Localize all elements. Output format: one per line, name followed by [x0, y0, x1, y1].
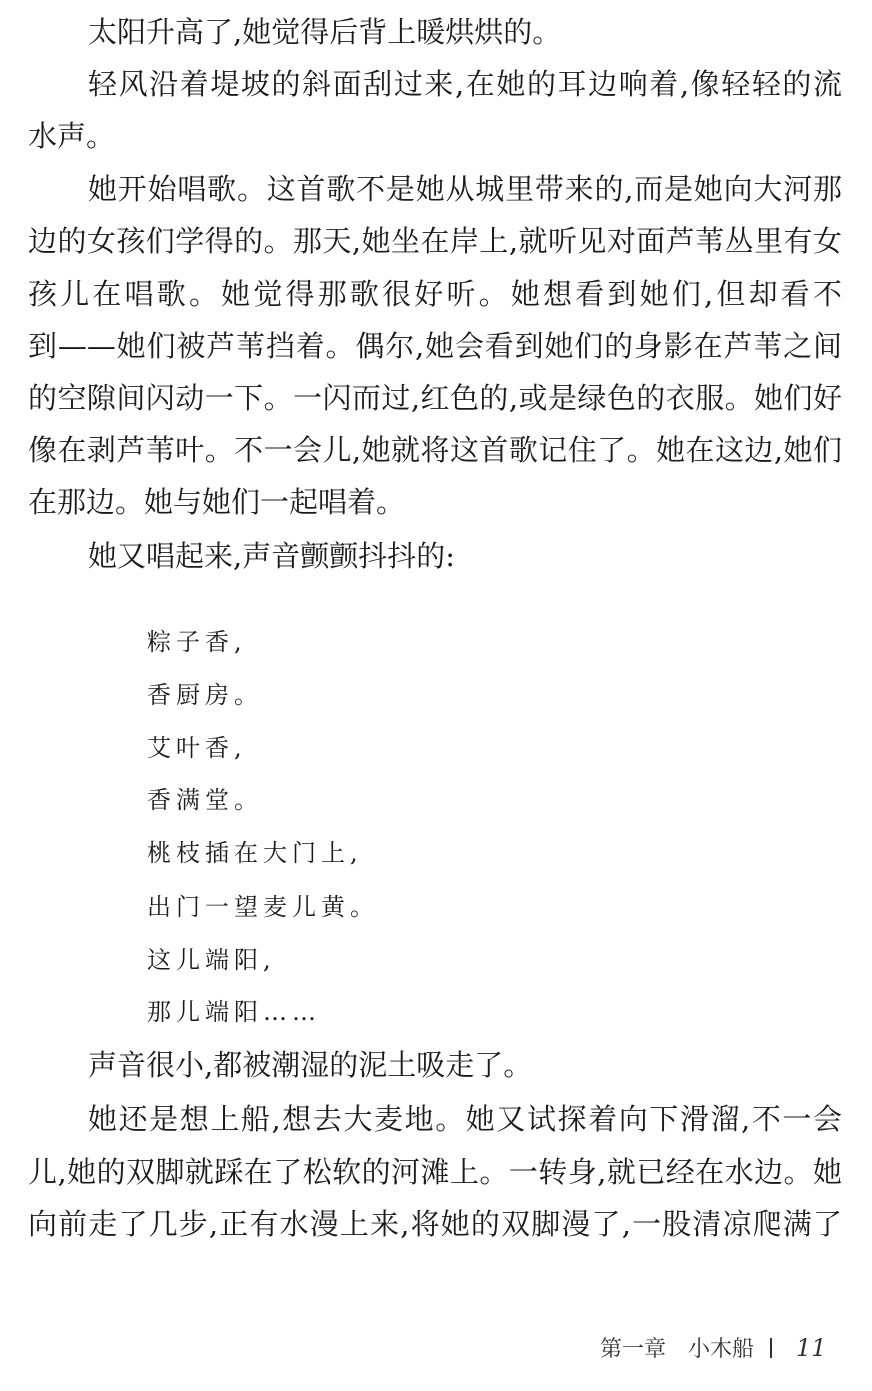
text-line: 她开始唱歌。这首歌不是她从城里带来的,而是她向大河那: [88, 172, 842, 206]
chapter-title: 小木船: [688, 1337, 755, 1362]
text-line: 她又唱起来,声音颤颤抖抖的:: [88, 539, 455, 573]
poem-line: 艾叶香,: [147, 734, 247, 762]
poem-line: 出门一望麦儿黄。: [147, 893, 379, 921]
page-number: 11: [796, 1334, 827, 1362]
text-line: 的空隙间闪动一下。一闪而过,红色的,或是绿色的衣服。她们好: [28, 381, 842, 415]
text-line: 像在剥芦苇叶。不一会儿,她就将这首歌记住了。她在这边,她们: [28, 433, 842, 467]
chapter-label: 第一章: [600, 1337, 667, 1362]
footer-divider: [770, 1338, 772, 1358]
text-line: 声音很小,都被潮湿的泥土吸走了。: [88, 1048, 533, 1082]
text-line: 在那边。她与她们一起唱着。: [28, 485, 406, 519]
poem-line: 粽子香,: [147, 628, 247, 656]
page-footer: [600, 1332, 827, 1363]
poem-line: 香满堂。: [147, 786, 263, 814]
text-line: 太阳升高了,她觉得后背上暖烘烘的。: [88, 15, 562, 49]
text-line: 向前走了几步,正有水漫上来,将她的双脚漫了,一股清凉爬满了: [28, 1207, 842, 1241]
poem-line: 桃枝插在大门上,: [147, 839, 363, 867]
text-line: 她还是想上船,想去大麦地。她又试探着向下滑溜,不一会: [88, 1102, 842, 1136]
poem-line: 这儿端阳,: [147, 946, 276, 974]
text-line: 轻风沿着堤坡的斜面刮过来,在她的耳边响着,像轻轻的流: [88, 67, 842, 101]
text-line: 儿,她的双脚就踩在了松软的河滩上。一转身,就已经在水边。她: [28, 1155, 842, 1189]
text-line: 边的女孩们学得的。那天,她坐在岸上,就听见对面芦苇丛里有女: [28, 224, 842, 258]
text-line: 到——她们被芦苇挡着。偶尔,她会看到她们的身影在芦苇之间: [28, 329, 842, 363]
poem-line: 那儿端阳……: [147, 998, 321, 1026]
poem-line: 香厨房。: [147, 681, 263, 709]
text-line: 孩儿在唱歌。她觉得那歌很好听。她想看到她们,但却看不: [28, 277, 842, 311]
text-line: 水声。: [28, 119, 116, 153]
